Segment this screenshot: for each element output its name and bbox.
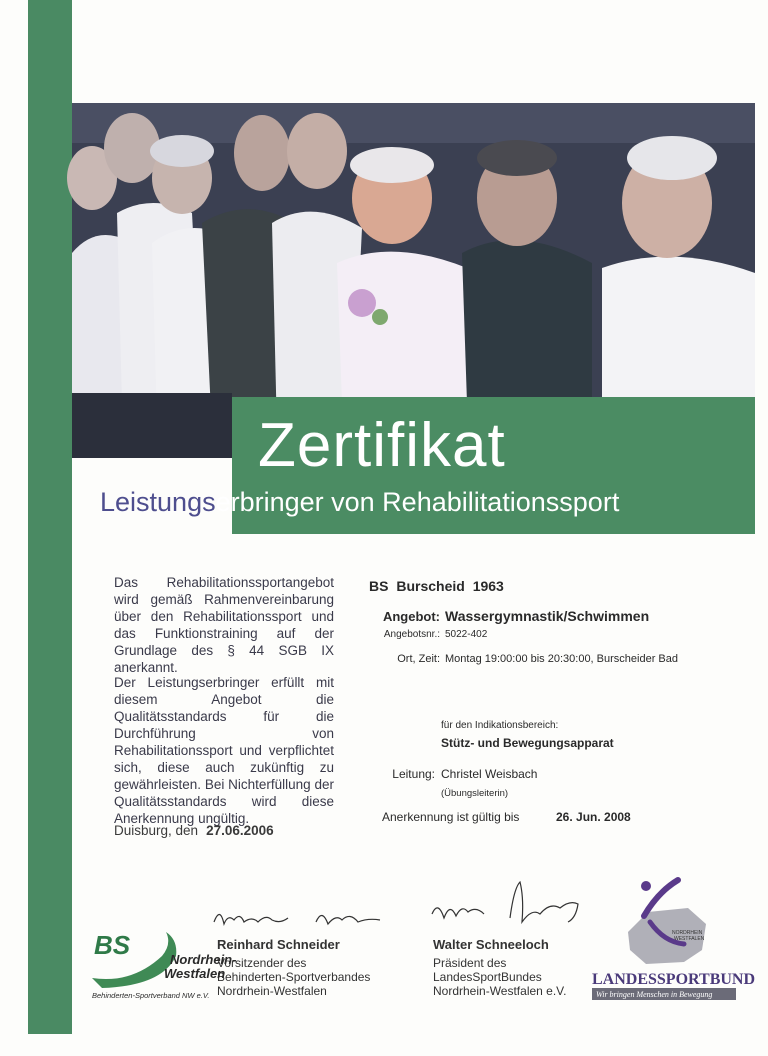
validity-date: 26. Jun. 2008 xyxy=(556,810,631,824)
place-date-row xyxy=(114,823,274,838)
bs-line-2: Westfalen xyxy=(164,966,226,981)
bs-nrw-logo xyxy=(92,926,242,1001)
leader-role: (Übungsleiterin) xyxy=(441,788,509,799)
indication-label: für den Indikationsbereich: xyxy=(441,720,559,731)
place-time-value: Montag 19:00:00 bis 20:30:00, Burscheider Bad xyxy=(445,653,678,665)
place-label: Duisburg, den xyxy=(114,823,199,838)
recognition-paragraph: Das Rehabilitationssportangebot wird gemäß Rahmenvereinbarung über den Rehabilitationssport und das Funktionstraining auf der Grundlage des § 44 SGB IX anerkannt. xyxy=(114,575,334,675)
club-name: BS Burscheid 1963 xyxy=(369,578,504,594)
green-sidebar-stripe xyxy=(28,0,72,1034)
lsb-map-text-2: WESTFALEN xyxy=(674,936,705,942)
landessportbund-logo xyxy=(588,872,756,1002)
signer-1-role-line: Vorsitzender des xyxy=(217,956,307,970)
signer-1-name: Reinhard Schneider xyxy=(217,937,340,952)
lsb-map-text-1: NORDRHEIN xyxy=(672,930,703,936)
bs-letters: BS xyxy=(94,930,131,960)
signature-schneeloch xyxy=(428,878,588,936)
offer-number-label: Angebotsnr.: xyxy=(383,629,440,640)
leader-label: Leitung: xyxy=(392,767,435,781)
issue-date: 27.06.2006 xyxy=(206,823,274,838)
subtitle-part-1: Leistungs xyxy=(100,487,216,517)
quality-paragraph: Der Leistungserbringer erfüllt mit diesem Angebot die Qualitätsstandards für die Durchführung von Rehabilitationssport und verpflichtet sich, diese auch zukünftig zu gewährleisten. Bei Nichterfüllung der Qualitätsstandards wird diese Anerkennung ungültig. xyxy=(114,675,334,826)
certificate-title: Zertifikat xyxy=(258,411,506,480)
signer-1-role-line: Behinderten-Sportverbandes xyxy=(217,970,371,984)
bs-footer: Behinderten-Sportverband NW e.V. xyxy=(92,991,210,1000)
bs-line-1: Nordrhein- xyxy=(170,952,237,967)
signer-1-role-line: Nordrhein-Westfalen xyxy=(217,984,327,998)
offer-number-value: 5022-402 xyxy=(445,629,488,640)
signer-2-name: Walter Schneeloch xyxy=(433,937,549,952)
place-time-label: Ort, Zeit: xyxy=(397,653,440,665)
offer-value: Wassergymnastik/Schwimmen xyxy=(445,608,650,624)
subtitle-part-2: erbringer von Rehabilitationssport xyxy=(215,487,620,517)
certificate-subtitle xyxy=(100,487,619,518)
indication-value: Stütz- und Bewegungsapparat xyxy=(441,736,614,750)
offer-label: Angebot: xyxy=(382,609,440,624)
validity-label: Anerkennung ist gültig bis xyxy=(382,810,520,824)
signer-2-role-line: Nordrhein-Westfalen e.V. xyxy=(433,984,567,998)
leader-name: Christel Weisbach xyxy=(441,767,538,781)
signer-2-role-line: LandesSportBundes xyxy=(433,970,542,984)
signer-2-role xyxy=(433,956,566,998)
signer-2-role-line: Präsident des xyxy=(433,956,507,970)
lsb-slogan: Wir bringen Menschen in Bewegung xyxy=(596,990,713,999)
lsb-name: LANDESSPORTBUND xyxy=(592,971,756,988)
